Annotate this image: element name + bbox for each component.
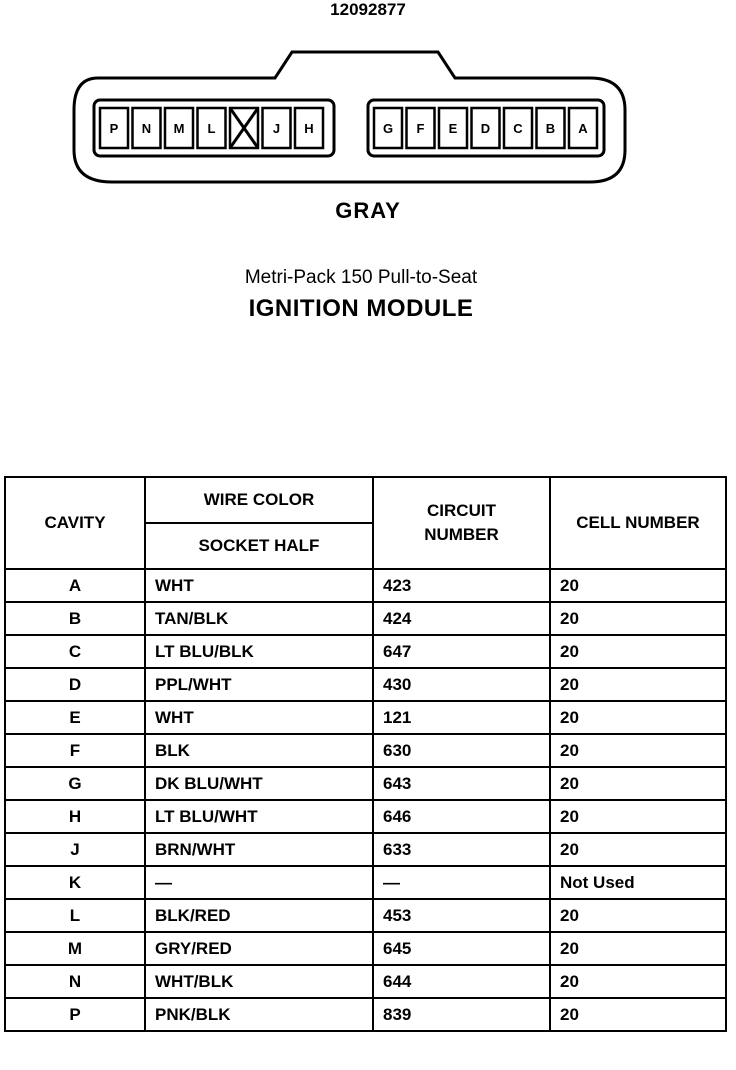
cell-number-cell: 20: [550, 701, 726, 734]
cell-number-cell: 20: [550, 998, 726, 1031]
circuit-number-cell: 121: [373, 701, 550, 734]
wire-color-cell: —: [145, 866, 373, 899]
cell-number-cell: 20: [550, 800, 726, 833]
table-row: [5, 800, 726, 833]
pin-label: P: [109, 121, 119, 136]
table-row: [5, 767, 726, 800]
connector-name: IGNITION MODULE: [248, 295, 474, 322]
cell-number-cell: 20: [550, 569, 726, 602]
circuit-number-cell: 630: [373, 734, 550, 767]
wire-color-cell: PNK/BLK: [145, 998, 373, 1031]
wire-color-cell: BRN/WHT: [145, 833, 373, 866]
table-row: [5, 899, 726, 932]
pin-label: G: [382, 121, 394, 136]
cell-number-cell: 20: [550, 635, 726, 668]
wire-color-cell: DK BLU/WHT: [145, 767, 373, 800]
circuit-number-cell: 647: [373, 635, 550, 668]
wire-color-cell: WHT/BLK: [145, 965, 373, 998]
header-socket-half: SOCKET HALF: [145, 523, 373, 569]
connector-diagram: [60, 40, 680, 200]
pin-label: C: [513, 121, 523, 136]
circuit-number-cell: 424: [373, 602, 550, 635]
wire-color-cell: WHT: [145, 701, 373, 734]
table-row: [5, 635, 726, 668]
cell-number-cell: 20: [550, 932, 726, 965]
cell-number-cell: 20: [550, 668, 726, 701]
wire-color-cell: BLK: [145, 734, 373, 767]
circuit-number-cell: 423: [373, 569, 550, 602]
pin-label: H: [304, 121, 314, 136]
wire-color-cell: LT BLU/BLK: [145, 635, 373, 668]
circuit-number-cell: 646: [373, 800, 550, 833]
cell-number-cell: 20: [550, 734, 726, 767]
pin-label: L: [207, 121, 216, 136]
header-cavity: CAVITY: [5, 477, 145, 569]
table-row: [5, 734, 726, 767]
connector-type: Metri-Pack 150 Pull-to-Seat: [244, 267, 478, 288]
table-row: [5, 668, 726, 701]
cavity-cell: P: [5, 998, 145, 1031]
table-row: [5, 701, 726, 734]
cavity-cell: F: [5, 734, 145, 767]
table-row: [5, 602, 726, 635]
table-row: [5, 866, 726, 899]
wire-color-cell: LT BLU/WHT: [145, 800, 373, 833]
cell-number-cell: 20: [550, 602, 726, 635]
cavity-cell: M: [5, 932, 145, 965]
cavity-cell: K: [5, 866, 145, 899]
pin-label: D: [480, 121, 491, 136]
cavity-cell: J: [5, 833, 145, 866]
cavity-cell: G: [5, 767, 145, 800]
cavity-cell: N: [5, 965, 145, 998]
pin-label: E: [448, 121, 458, 136]
pin-label: N: [141, 121, 152, 136]
wire-color-cell: PPL/WHT: [145, 668, 373, 701]
circuit-number-cell: 839: [373, 998, 550, 1031]
cavity-cell: A: [5, 569, 145, 602]
circuit-number-cell: —: [373, 866, 550, 899]
cavity-cell: L: [5, 899, 145, 932]
cell-number-cell: 20: [550, 833, 726, 866]
table-row: [5, 932, 726, 965]
cell-number-cell: 20: [550, 965, 726, 998]
cavity-cell: E: [5, 701, 145, 734]
header-cell-number: CELL NUMBER: [550, 477, 726, 569]
circuit-number-cell: 643: [373, 767, 550, 800]
part-number: 12092877: [330, 0, 406, 19]
pin-label: M: [173, 121, 185, 136]
circuit-number-cell: 645: [373, 932, 550, 965]
table-row: [5, 998, 726, 1031]
header-wire-color: WIRE COLOR: [145, 477, 373, 523]
cell-number-cell: 20: [550, 899, 726, 932]
table-row: [5, 833, 726, 866]
connector-housing: [74, 52, 625, 182]
pin-label: J: [272, 121, 281, 136]
pin-label: B: [545, 121, 556, 136]
header-circuit-number: CIRCUIT NUMBER: [373, 477, 550, 569]
cell-number-cell: 20: [550, 767, 726, 800]
pin-label: A: [578, 121, 588, 136]
cavity-cell: B: [5, 602, 145, 635]
wire-color-cell: WHT: [145, 569, 373, 602]
circuit-table: [4, 476, 727, 1032]
circuit-number-cell: 453: [373, 899, 550, 932]
cavity-cell: H: [5, 800, 145, 833]
table-row: [5, 569, 726, 602]
circuit-number-cell: 644: [373, 965, 550, 998]
cavity-cell: D: [5, 668, 145, 701]
wire-color-cell: GRY/RED: [145, 932, 373, 965]
circuit-number-cell: 633: [373, 833, 550, 866]
circuit-number-cell: 430: [373, 668, 550, 701]
cavity-cell: C: [5, 635, 145, 668]
wire-color-cell: BLK/RED: [145, 899, 373, 932]
wire-color-cell: TAN/BLK: [145, 602, 373, 635]
cell-number-cell: Not Used: [550, 866, 726, 899]
table-row: [5, 965, 726, 998]
pin-label: F: [416, 121, 425, 136]
connector-color: GRAY: [335, 198, 401, 223]
